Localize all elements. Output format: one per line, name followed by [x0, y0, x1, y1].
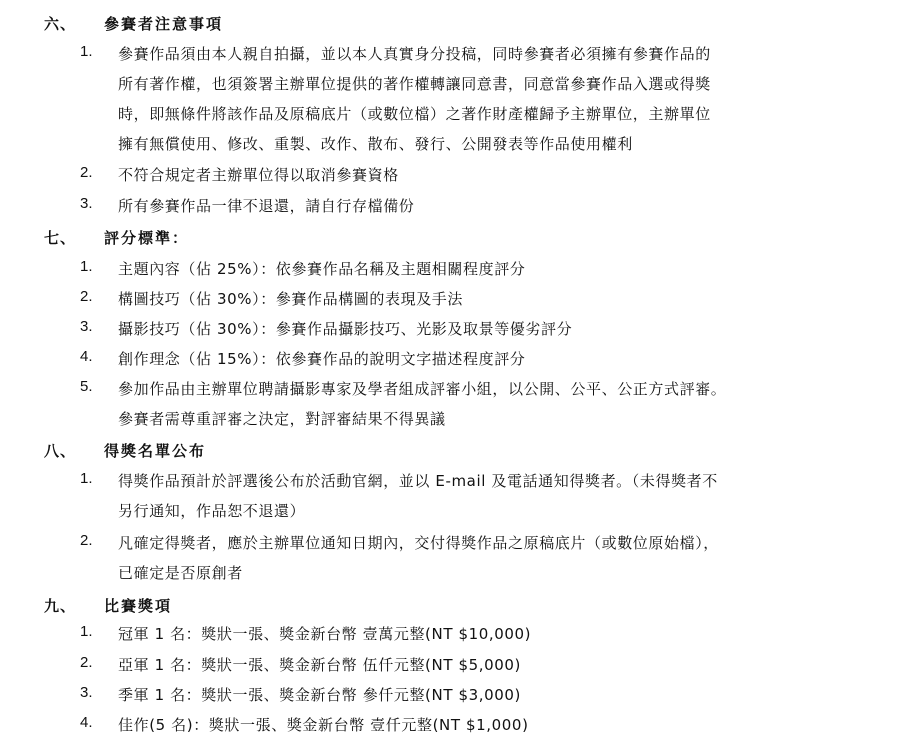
section-title: 得獎名單公布 — [104, 441, 207, 460]
section-title: 評分標準： — [104, 228, 190, 247]
item-text-line: 冠軍 1 名：獎狀一張、獎金新台幣 壹萬元整(NT $10,000) — [118, 625, 532, 643]
item-text-line: 擁有無償使用、修改、重製、改作、散布、發行、公開發表等作品使用權利 — [118, 135, 633, 153]
section-number: 六、 — [44, 14, 77, 33]
item-text-line: 亞軍 1 名：獎狀一張、獎金新台幣 伍仟元整(NT $5,000) — [118, 656, 521, 674]
item-text-line: 構圖技巧（佔 30%）：參賽作品構圖的表現及手法 — [118, 290, 464, 308]
section-number: 七、 — [44, 228, 77, 247]
item-text-line: 所有參賽作品一律不退還，請自行存檔備份 — [118, 197, 415, 215]
item-number: 4. — [80, 714, 93, 731]
item-text-line: 季軍 1 名：獎狀一張、獎金新台幣 參仟元整(NT $3,000) — [118, 686, 521, 704]
section-number: 八、 — [44, 441, 77, 460]
item-number: 2. — [80, 654, 93, 671]
item-text-line: 得獎作品預計於評選後公布於活動官網，並以 E-mail 及電話通知得獎者。（未得獎者不 — [118, 472, 718, 490]
item-number: 2. — [80, 164, 93, 181]
item-number: 5. — [80, 378, 93, 395]
item-text-line: 創作理念（佔 15%）：依參賽作品的說明文字描述程度評分 — [118, 350, 526, 368]
item-text-line: 主題內容（佔 25%）：依參賽作品名稱及主題相關程度評分 — [118, 260, 526, 278]
item-text-line: 時，即無條件將該作品及原稿底片（或數位檔）之著作財產權歸予主辦單位，主辦單位 — [118, 105, 711, 123]
item-text-line: 參賽作品須由本人親自拍攝，並以本人真實身分投稿，同時參賽者必須擁有參賽作品的 — [118, 45, 711, 63]
item-text-line: 不符合規定者主辦單位得以取消參賽資格 — [118, 166, 399, 184]
item-text-line: 所有著作權，也須簽署主辦單位提供的著作權轉讓同意書，同意當參賽作品入選或得獎 — [118, 75, 711, 93]
section-number: 九、 — [44, 596, 77, 615]
section-title: 比賽獎項 — [104, 596, 173, 615]
item-text-line: 參加作品由主辦單位聘請攝影專家及學者組成評審小組，以公開、公平、公正方式評審。 — [118, 380, 727, 398]
item-text-line: 攝影技巧（佔 30%）：參賽作品攝影技巧、光影及取景等優劣評分 — [118, 320, 573, 338]
item-number: 3. — [80, 318, 93, 335]
item-text-line: 凡確定得獎者，應於主辦單位通知日期內，交付得獎作品之原稿底片（或數位原始檔）， — [118, 534, 719, 552]
item-text-line: 另行通知，作品恕不退還） — [118, 502, 306, 520]
item-text-line: 參賽者需尊重評審之決定，對評審結果不得異議 — [118, 410, 446, 428]
item-number: 2. — [80, 532, 93, 549]
item-number: 3. — [80, 684, 93, 701]
item-text-line: 已確定是否原創者 — [118, 564, 243, 582]
item-number: 2. — [80, 288, 93, 305]
item-number: 1. — [80, 470, 93, 487]
item-number: 3. — [80, 195, 93, 212]
item-number: 1. — [80, 623, 93, 640]
item-text-line: 佳作(5 名)：獎狀一張、獎金新台幣 壹仟元整(NT $1,000) — [118, 716, 529, 734]
section-title: 參賽者注意事項 — [104, 14, 224, 33]
item-number: 4. — [80, 348, 93, 365]
item-number: 1. — [80, 258, 93, 275]
item-number: 1. — [80, 43, 93, 60]
